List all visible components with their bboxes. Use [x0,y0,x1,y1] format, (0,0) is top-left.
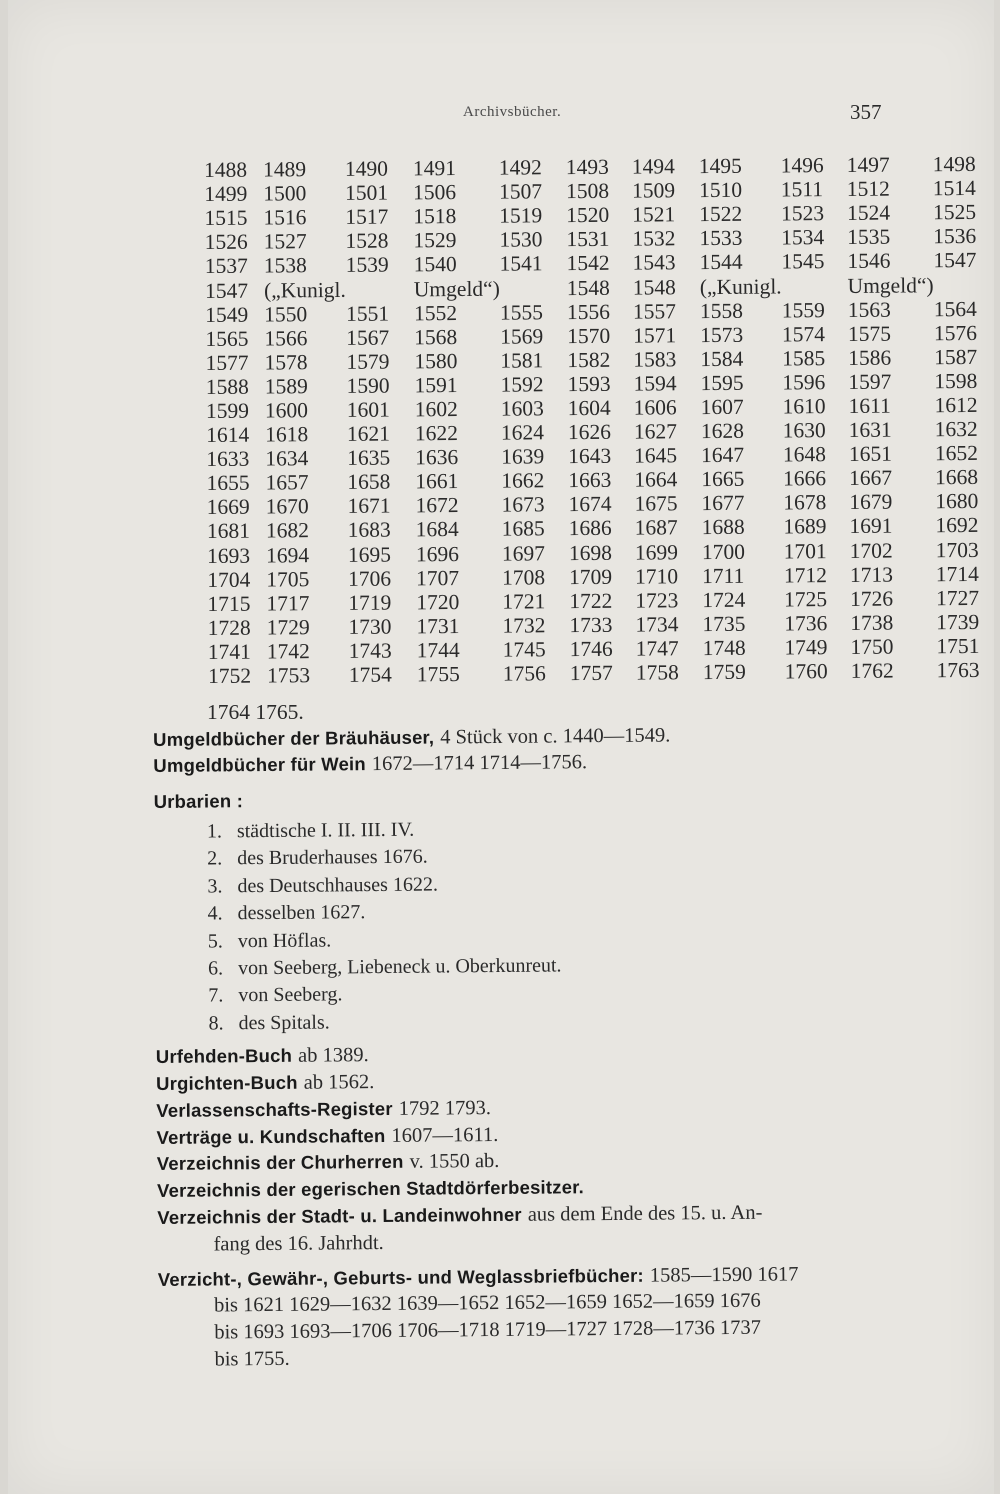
year-cell: 1576 [933,320,978,345]
year-cell: 1514 [932,176,976,201]
year-cell: 1490 [344,156,388,181]
year-cell: 1696 [415,541,460,566]
year-cell: 1551 [345,301,390,326]
year-cell: 1752 [207,663,252,688]
year-cell: 1693 [207,543,251,568]
year-cell: 1754 [348,662,392,687]
item-text: städtische I. II. III. IV. [236,818,415,843]
year-cell: 1528 [345,228,389,254]
year-cell: 1713 [849,562,893,587]
entry-continuation: bis 1621 1629—1632 1639—1652 1652—1659 1652—1659 1676 [213,1290,761,1317]
year-cell: 1624 [500,420,545,445]
year-cell: 1707 [416,565,460,590]
entry-term: Verlassenschafts-Register [156,1097,393,1121]
year-cell: 1536 [933,224,977,249]
year-cell: 1741 [207,639,251,664]
year-cell: 1677 [701,491,745,516]
year-cell: Umgeld“) [847,272,934,298]
year-cell: 1563 [847,297,891,322]
year-cell: 1541 [499,251,543,277]
year-cell: 1592 [500,372,544,397]
year-cell: 1708 [501,564,546,590]
year-cell: 1498 [932,151,976,177]
item-text: des Spitals. [238,1011,330,1035]
year-cell: 1610 [782,394,826,419]
year-cell [500,276,567,301]
item-number: 4. [207,902,223,925]
year-cell: 1681 [206,519,251,544]
year-cell: 1694 [266,542,310,568]
year-cell: 1748 [702,635,746,661]
year-cell: 1493 [565,154,609,180]
year-cell: 1674 [568,492,612,517]
year-cell: 1496 [780,153,824,178]
year-cell: 1687 [634,515,678,541]
year-cell: 1568 [414,324,458,350]
year-cell: 1630 [782,418,826,443]
year-cell: 1724 [702,587,746,612]
year-cell: 1671 [347,493,391,519]
item-number: 5. [207,930,223,953]
year-cell: 1573 [700,322,744,347]
year-cell: 1678 [783,490,827,515]
item-number: 7. [208,984,224,1007]
year-cell: 1519 [499,203,543,228]
year-cell: 1683 [347,517,391,543]
year-cell: 1731 [416,613,460,639]
year-cell: 1755 [416,662,460,687]
year-cell: 1758 [635,660,679,685]
year-cell: 1723 [635,588,679,613]
year-cell: 1599 [205,398,250,423]
year-cell: 1491 [412,156,456,181]
year-cell: 1746 [569,636,613,662]
year-cell: 1699 [634,539,678,565]
entry-urbarien [154,782,914,815]
year-cell: 1633 [206,446,250,472]
year-cell: 1587 [934,344,978,370]
year-cell: 1670 [265,494,309,519]
year-cell: 1639 [501,444,545,469]
year-cell: 1581 [500,348,544,373]
year-cell: 1627 [633,419,678,444]
year-cell: 1559 [781,297,825,323]
year-cell: 1518 [413,204,457,229]
year-cell: 1720 [416,589,460,615]
year-cell: 1546 [847,249,891,274]
year-cell: 1679 [849,489,893,515]
year-cell: 1593 [567,371,611,397]
entry-text: ab 1389. [297,1044,369,1067]
year-cell: 1527 [263,229,307,254]
year-cell: 1757 [569,660,613,686]
year-cell: 1602 [414,396,458,422]
running-title: Archivsbücher. [463,104,562,120]
year-cell: 1512 [846,176,890,202]
year-cell: 1753 [266,663,311,688]
year-cell: 1543 [632,250,676,276]
item-text: von Höflas. [237,929,332,952]
year-list-table [204,152,989,688]
year-cell: 1583 [633,347,677,372]
year-cell: 1743 [348,638,392,663]
year-cell: 1647 [701,442,745,468]
year-cell: („Kunigl. [263,277,346,303]
year-cell: 1594 [633,371,677,396]
year-cell: 1585 [782,345,826,371]
year-cell: 1578 [264,349,308,375]
entry-term: Verzeichnis der Stadt- u. Landeinwohner [157,1203,522,1229]
year-cell: 1717 [266,590,310,616]
year-cell: 1691 [849,514,893,539]
year-cell: 1511 [780,177,824,202]
year-cell: 1494 [631,154,675,179]
year-cell: 1584 [700,346,744,371]
entry-term: Verzeichnis der Churherren [156,1151,404,1175]
year-cell: 1729 [266,615,310,640]
year-cell: 1739 [936,609,980,635]
year-cell: 1539 [345,252,389,278]
item-number: 6. [208,957,224,980]
year-cell: 1547 [204,278,249,303]
year-cell: 1756 [502,661,546,686]
year-cell: 1556 [566,299,611,324]
year-cell: 1763 [936,657,980,683]
year-cell: 1669 [206,495,250,520]
entry-continuation: bis 1755. [214,1347,290,1371]
year-cell: 1762 [850,658,894,683]
entry-text: 4 Stück von c. 1440—1549. [440,724,671,749]
year-cell: 1557 [632,298,677,324]
year-cell: 1636 [415,445,459,470]
year-cell: 1520 [566,203,610,228]
year-cell: 1686 [568,516,612,541]
year-cell: 1657 [265,470,309,495]
item-number: 3. [207,875,223,898]
year-cell: 1745 [502,637,546,662]
entry-umgeld-wein [153,746,913,779]
year-cell: 1664 [634,467,678,492]
entry-continuation: bis 1693 1693—1706 1706—1718 1719—1727 1728—1736 1737 [214,1316,762,1344]
year-cell: 1540 [413,252,457,277]
entry-text: 1607—1611. [391,1123,499,1147]
year-cell: 1588 [205,374,249,399]
year-cell: 1596 [782,370,826,395]
year-cell: 1535 [847,224,891,250]
year-cell: 1728 [207,615,251,640]
year-cell: 1689 [783,514,827,539]
table-row [208,658,989,688]
entry-term: Verzicht-, Gewähr-, Geburts- und Weglassbriefbücher: [157,1264,644,1290]
entry-term: Umgeldbücher der Bräuhäuser, [153,726,435,750]
year-cell: 1680 [935,489,979,514]
year-cell: 1598 [934,368,978,394]
year-cell: 1497 [846,152,890,177]
year-cell: („Kunigl. [699,273,782,299]
item-text: des Deutschhauses 1622. [237,873,439,898]
year-cell: 1495 [698,153,742,179]
year-cell: 1734 [635,612,679,637]
year-cell: 1663 [568,468,612,493]
year-cell: 1722 [569,588,613,613]
entry-text: 1792 1793. [398,1096,492,1120]
year-cell: 1738 [850,610,894,635]
entry-term: Urfehden-Buch [155,1045,293,1068]
entry-term: Verträge u. Kundschaften [156,1124,386,1148]
item-text: desselben 1627. [237,901,366,925]
year-cell: 1622 [414,421,459,446]
year-cell: 1695 [347,542,392,567]
year-cell: 1488 [204,157,248,183]
year-cell: 1545 [781,249,825,274]
year-cell: 1532 [632,226,676,251]
year-cell: 1533 [699,226,743,251]
year-cell: 1569 [500,324,544,349]
year-cell: 1492 [498,155,542,180]
year-cell: 1555 [499,299,544,325]
book-page [8,0,994,1494]
entry-text: 1585—1590 1617 [649,1263,799,1287]
year-cell: 1705 [266,566,310,592]
year-cell: 1749 [784,635,828,660]
year-cell: 1604 [567,395,611,421]
year-cell: 1730 [348,614,392,639]
year-cell: 1697 [501,540,545,566]
year-cell: 1525 [932,200,977,225]
year-cell: 1523 [780,201,825,226]
entry-term: Urbarien : [153,790,244,812]
year-cell: 1719 [348,590,392,615]
year-cell: 1635 [347,445,391,471]
year-cell: 1529 [413,228,457,253]
item-text: von Seeberg. [238,983,343,1007]
year-cell: 1682 [265,518,310,543]
year-cell: 1601 [346,397,390,422]
year-cell: 1710 [634,563,679,589]
year-cell: 1534 [781,225,825,250]
year-cell: 1614 [206,422,250,448]
year-cell: 1666 [783,466,827,491]
year-cell: 1537 [204,254,248,279]
year-cell: 1712 [783,562,827,588]
year-cell: 1501 [344,180,389,206]
year-cell: 1704 [207,567,251,592]
item-number: 2. [207,847,223,870]
year-cell: 1489 [262,157,307,182]
year-cell: 1628 [700,418,745,444]
year-cell: 1591 [414,372,458,398]
year-cell: 1509 [631,178,676,203]
year-cell: 1567 [346,325,390,350]
year-cell: 1507 [498,179,543,204]
year-cell: 1575 [847,321,892,346]
year-cell: 1673 [501,492,545,518]
year-cell: 1632 [934,417,978,442]
year-cell: 1667 [849,465,893,491]
year-cell: 1702 [849,538,893,563]
year-cell: 1548 [566,275,610,300]
entry-term: Verzeichnis der egerischen Stadtdörferbesitzer. [156,1176,584,1202]
item-text: von Seeberg, Liebeneck u. Oberkunreut. [238,954,562,980]
year-cell: 1692 [935,513,979,538]
year-cell: 1500 [263,181,307,206]
year-cell: 1709 [568,564,613,589]
year-cell: 1759 [702,659,746,685]
entry-text: v. 1550 ab. [409,1150,500,1174]
page-number: 357 [850,100,882,124]
year-cell: 1530 [499,227,543,253]
year-cell: 1661 [415,469,459,494]
year-cell: 1634 [265,446,309,471]
year-cell: 1566 [264,325,308,351]
year-cell: 1658 [347,469,391,495]
year-cell: 1579 [346,349,390,374]
year-cell: 1651 [848,441,893,467]
year-list-tail: 1764 1765. [207,700,304,724]
item-text: des Bruderhauses 1676. [237,846,428,870]
year-cell: 1526 [204,229,248,255]
year-cell: 1565 [205,326,249,351]
entry-text: ab 1562. [303,1071,375,1094]
year-cell: 1706 [348,566,392,591]
year-cell: 1733 [569,612,613,637]
year-cell: 1747 [635,636,679,661]
year-cell: 1521 [632,202,676,227]
year-cell: 1564 [933,296,977,321]
entry-text: aus dem Ende des 15. u. An- [527,1201,763,1226]
year-cell: 1715 [207,591,251,616]
year-cell: 1750 [850,634,894,659]
year-cell: 1612 [934,392,978,418]
year-cell: 1607 [700,394,744,420]
year-cell: 1711 [701,563,745,588]
year-cell: 1703 [935,537,979,562]
year-cell: 1655 [206,470,250,496]
year-cell: 1675 [634,491,678,516]
entry-term: Umgeldbücher für Wein [153,753,366,776]
year-cell: 1672 [415,493,459,518]
year-cell: 1760 [784,659,828,684]
year-cell: 1645 [634,443,678,468]
year-cell: 1577 [205,350,249,375]
year-cell: 1721 [502,589,546,614]
year-cell: 1516 [263,205,307,230]
year-cell: 1524 [846,200,891,226]
year-cell: 1517 [345,204,389,230]
year-cell: 1550 [264,301,308,327]
year-cell: 1725 [783,586,828,612]
year-cell: 1631 [848,417,892,443]
year-cell: 1508 [565,178,610,204]
urbarien-list [154,812,916,1038]
year-cell: 1603 [500,396,544,421]
year-cell: 1742 [266,639,310,664]
year-cell [346,277,414,302]
entry-term: Urgichten-Buch [156,1071,298,1095]
year-cell: 1580 [414,348,458,374]
year-cell: 1618 [265,422,309,447]
year-cell: 1662 [501,468,545,493]
year-cell: 1668 [935,465,979,490]
year-cell: 1736 [784,610,828,636]
year-cell: 1684 [415,517,459,542]
year-cell: 1571 [633,323,677,348]
year-cell: 1732 [502,613,546,638]
year-cell: 1595 [700,370,744,395]
year-cell [933,272,985,297]
year-cell: 1522 [699,202,743,227]
year-cell: 1586 [848,345,892,370]
year-cell: 1515 [204,205,248,231]
year-cell: 1726 [849,586,894,611]
year-cell: 1688 [701,515,745,540]
year-cell: 1751 [936,633,980,659]
year-cell: 1727 [935,585,980,610]
entry-list [153,720,919,1373]
year-cell: 1597 [848,369,892,394]
year-cell: 1547 [933,248,977,273]
year-cell: 1700 [701,539,745,564]
item-number: 1. [206,820,223,843]
year-cell: 1714 [935,561,979,586]
year-cell: 1531 [566,227,610,252]
year-cell: 1570 [567,323,611,348]
year-cell: 1590 [346,373,390,398]
year-cell: 1558 [699,298,744,323]
item-number: 8. [208,1012,224,1035]
year-cell: 1744 [416,637,460,663]
year-cell: 1648 [782,442,827,467]
entry-text: 1672—1714 1714—1756. [371,751,588,776]
entry-continuation: fang des 16. Jahrhdt. [213,1231,384,1256]
year-cell: 1548 [632,274,676,300]
year-cell: 1499 [204,181,248,207]
year-cell: 1600 [264,398,309,423]
year-cell: 1735 [702,611,746,636]
year-cell: 1621 [346,421,391,446]
year-cell: 1506 [412,180,457,205]
page-header [8,100,1000,130]
year-cell: 1574 [781,321,826,347]
year-cell [782,273,848,298]
year-cell: 1538 [263,253,307,278]
year-cell: 1606 [633,395,677,420]
list-item [208,1004,915,1038]
year-cell: 1582 [567,347,611,372]
year-cell: 1685 [501,516,545,542]
year-cell: 1652 [934,441,978,466]
year-cell: 1701 [783,538,827,564]
year-cell: 1542 [566,251,610,276]
year-cell: 1589 [264,374,308,399]
year-cell: 1626 [567,419,612,445]
year-cell: 1549 [205,302,249,327]
year-cell: 1665 [701,467,745,492]
year-cell: 1552 [413,300,458,325]
year-cell: 1544 [699,250,743,275]
year-cell: Umgeld“) [413,276,500,301]
year-cell: 1698 [568,540,612,565]
year-cell: 1510 [698,177,743,203]
year-cell: 1643 [568,443,612,469]
year-cell: 1611 [848,393,891,418]
